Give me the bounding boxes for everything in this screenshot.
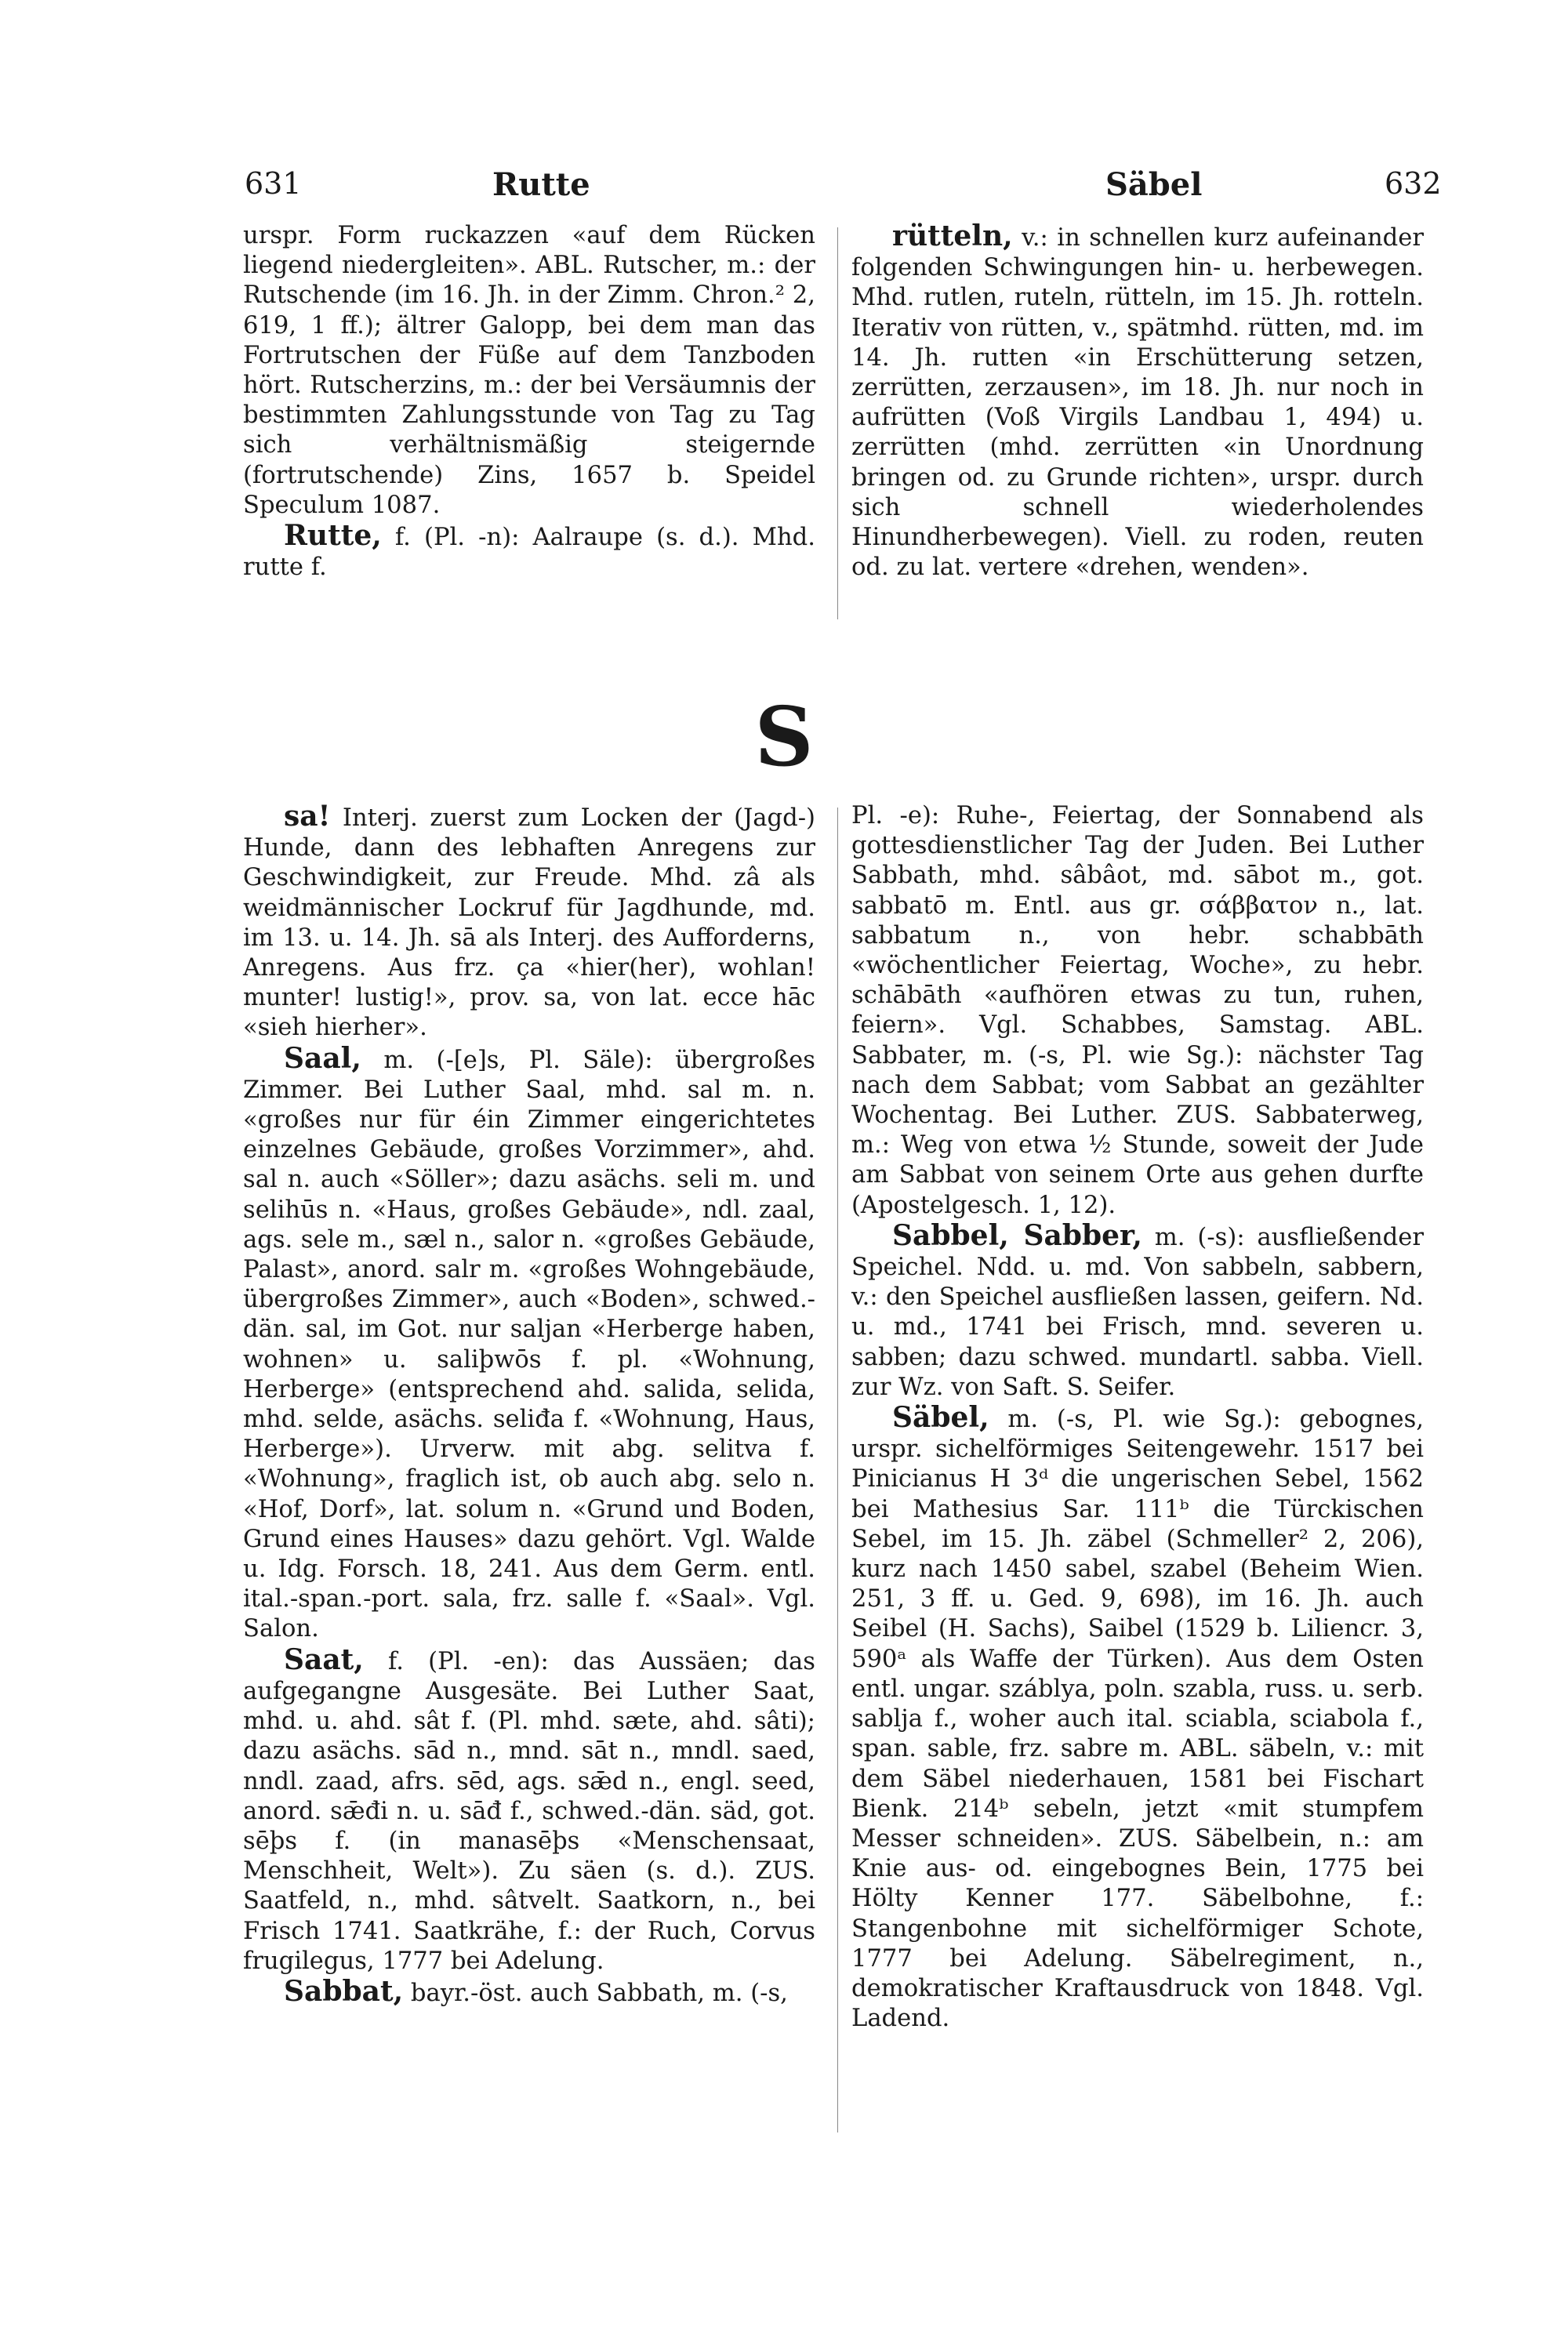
left-running-head: Rutte [492,166,590,203]
bottom-right-column [851,801,1424,2034]
dictionary-entry [243,221,815,521]
entry-text: Pl. -e): Ruhe-, Feiertag, der Sonnabend als gottesdienstlicher Tag der Juden. Bei Luther Sabbath, mhd. sâbâot, md. sābot m., got. sabbatō m. Entl. aus gr. σάββατον n., lat. sabbatum n., von hebr. schabbāth «wöchentlicher Feiertag, Woche», zu hebr. schābāth «aufhören etwas zu tun, ruhen, feiern». Vgl. Schabbes, Samstag. ABL. Sabbater, m. (-s, Pl. wie Sg.): nächster Tag nach dem Sabbat; vom Sabbat an gezählter Wochentag. Bei Luther. ZUS. Sabbaterweg, m.: Weg von etwa ½ Stunde, soweit der Jude am Sabbat von seinem Orte aus gehen durfte (Apostelgesch. 1, 12). [851,802,1424,1219]
entry-text: urspr. Form ruckazzen «auf dem Rücken liegend niedergleiten». ABL. Rutscher, m.: der Rutschende (im 16. Jh. in der Zimm. Chron.² 2, 619, 1 ff.); ältrer Galopp, bei dem man das Fortrutschen der Füße auf dem Tanzboden hört. Rutscherzins, m.: der bei Versäumnis der bestimmten Zahlungsstunde von Tag zu Tag sich verhältnismäßig steigernde (fortrutschende) Zins, 1657 b. Speidel Speculum 1087. [243,222,815,519]
dictionary-entry [851,221,1424,583]
entry-headword: Säbel, [892,1401,989,1435]
entry-text: v.: in schnellen kurz aufeinander folgenden Schwingungen hin- u. herbewegen. Mhd. rutlen, ruteln, rütteln, im 15. Jh. rotteln. Iterativ von rütten, v., spätmhd. rütten, md. im 14. Jh. rutten «in Erschütterung setzen, zerrütten, zerzausen», im 18. Jh. nur noch in aufrütten (Voß Virgils Landbau 1, 494) u. zerrütten (mhd. zerrütten «in Unordnung bringen od. zu Grunde richten», urspr. durch sich schnell wiederholendes Hinundherbewegen). Viell. zu roden, reuten od. zu lat. vertere «drehen, wenden». [851,224,1424,582]
entry-text: bayr.-öst. auch Sabbath, m. (-s, [403,1979,788,2007]
entry-text: f. (Pl. -en): das Aussäen; das aufgegangne Ausgesäte. Bei Luther Saat, mhd. u. ahd. sât f. (Pl. mhd. sæte, ahd. sâti); dazu asächs. sād n., mnd. sāt n., mndl. saed, nndl. zaad, afrs. sēd, ags. sǣd n., engl. seed, anord. sǣđi n. u. sāđ f., schwed.-dän. säd, got. sēþs f. (in manasēþs «Menschensaat, Menschheit, Welt»). Zu säen (s. d.). ZUS. Saatfeld, n., mhd. sâtvelt. Saatkorn, n., bei Frisch 1741. Saatkrähe, f.: der Ruch, Corvus frugilegus, 1777 bei Adelung. [243,1647,815,1975]
dictionary-entry [243,521,815,583]
column-divider-bottom [837,808,838,2132]
right-page-number: 632 [1385,166,1442,201]
dictionary-entry [243,801,815,1044]
entry-headword: Saat, [284,1642,364,1676]
top-left-column [243,221,815,583]
dictionary-entry [851,1403,1424,2034]
entry-headword: Sabbat, [284,1974,404,2008]
entry-text: Interj. zuerst zum Locken der (Jagd-) Hunde, dann des lebhaften Anregens zur Geschwindigkeit, zur Freude. Mhd. zâ als weidmännischer Lockruf für Jagdhunde, md. im 13. u. 14. Jh. sā als Interj. des Aufforderns, Anregens. Aus frz. ça «hier(her), wohlan! munter! lustig!», prov. sa, von lat. ecce hāc «sieh hierher». [243,804,815,1042]
top-right-column [851,221,1424,583]
column-divider-top [837,227,838,619]
bottom-left-column [243,801,815,2009]
section-letter: S [754,688,814,785]
entry-text: m. (-[e]s, Pl. Säle): übergroßes Zimmer. Bei Luther Saal, mhd. sal m. n. «großes nur für éin Zimmer eingerichtetes einzelnes Gebäude, großes Vorzimmer», ahd. sal n. auch «Söller»; dazu asächs. seli m. und selihūs n. «Haus, großes Gebäude», ndl. zaal, ags. sele m., sæl n., salor n. «großes Gebäude, Palast», anord. salr m. «großes Wohngebäude, übergroßes Zimmer», auch «Boden», schwed.-dän. sal, im Got. nur saljan «Herberge haben, wohnen» u. saliþwōs f. pl. «Wohnung, Herberge» (entsprechend ahd. salida, selida, mhd. selde, asächs. seliđa f. «Wohnung, Haus, Herberge»). Urverw. mit abg. selitva f. «Wohnung», fraglich ist, ob auch abg. selo n. «Hof, Dorf», lat. solum n. «Grund und Boden, Grund eines Hauses» dazu gehört. Vgl. Walde u. Idg. Forsch. 18, 241. Aus dem Germ. entl. ital.-span.-port. sala, frz. salle f. «Saal». Vgl. Salon. [243,1046,815,1643]
entry-headword: Rutte, [284,519,382,553]
left-page-number: 631 [245,166,302,201]
right-running-head: Säbel [1105,166,1203,203]
dictionary-entry [243,1642,815,1976]
entry-text: m. (-s, Pl. wie Sg.): gebognes, urspr. sichelförmiges Seitengewehr. 1517 bei Pinicianus H 3ᵈ die ungerischen Sebel, 1562 bei Mathesius Sar. 111ᵇ die Türckischen Sebel, im 15. Jh. zäbel (Schmeller² 2, 206), kurz nach 1450 sabel, szabel (Beheim Wien. 251, 3 ff. u. Ged. 9, 698), im 16. Jh. auch Seibel (H. Sachs), Saibel (1529 b. Liliencr. 3, 590ᵃ als Waffe der Türken). Aus dem Osten entl. ungar. száblya, poln. szabla, russ. u. serb. sablja f., woher auch ital. sciabla, sciabola f., span. sable, frz. sabre m. ABL. säbeln, v.: mit dem Säbel niederhauen, 1581 bei Fischart Bienk. 214ᵇ sebeln, jetzt «mit stumpfem Messer schneiden». ZUS. Säbelbein, n.: am Knie aus- od. eingebognes Bein, 1775 bei Hölty Kenner 177. Säbelbohne, f.: Stangenbohne mit sichelförmiger Schote, 1777 bei Adelung. Säbelregiment, n., demokratischer Kraftausdruck von 1848. Vgl. Ladend. [851,1406,1424,2033]
entry-text: f. (Pl. -n): Aalraupe (s. d.). Mhd. rutte f. [243,524,815,582]
dictionary-entry [851,1218,1424,1403]
dictionary-entry [243,1976,815,2009]
entry-headword: sa! [284,800,331,833]
entry-headword: rütteln, [892,220,1013,252]
entry-text: m. (-s): ausfließender Speichel. Ndd. u. md. Von sabbeln, sabbern, v.: den Speichel ausfließen lassen, geifern. Nd. u. md., 1741 bei Frisch, mnd. severen u. sabben; dazu schwed. mundartl. sabba. Viell. zur Wz. von Saft. S. Seifer. [851,1223,1424,1401]
dictionary-entry [243,1041,815,1645]
entry-headword: Saal, [284,1041,361,1075]
entry-headword: Sabbel, Sabber, [892,1218,1142,1252]
dictionary-entry [851,801,1424,1221]
